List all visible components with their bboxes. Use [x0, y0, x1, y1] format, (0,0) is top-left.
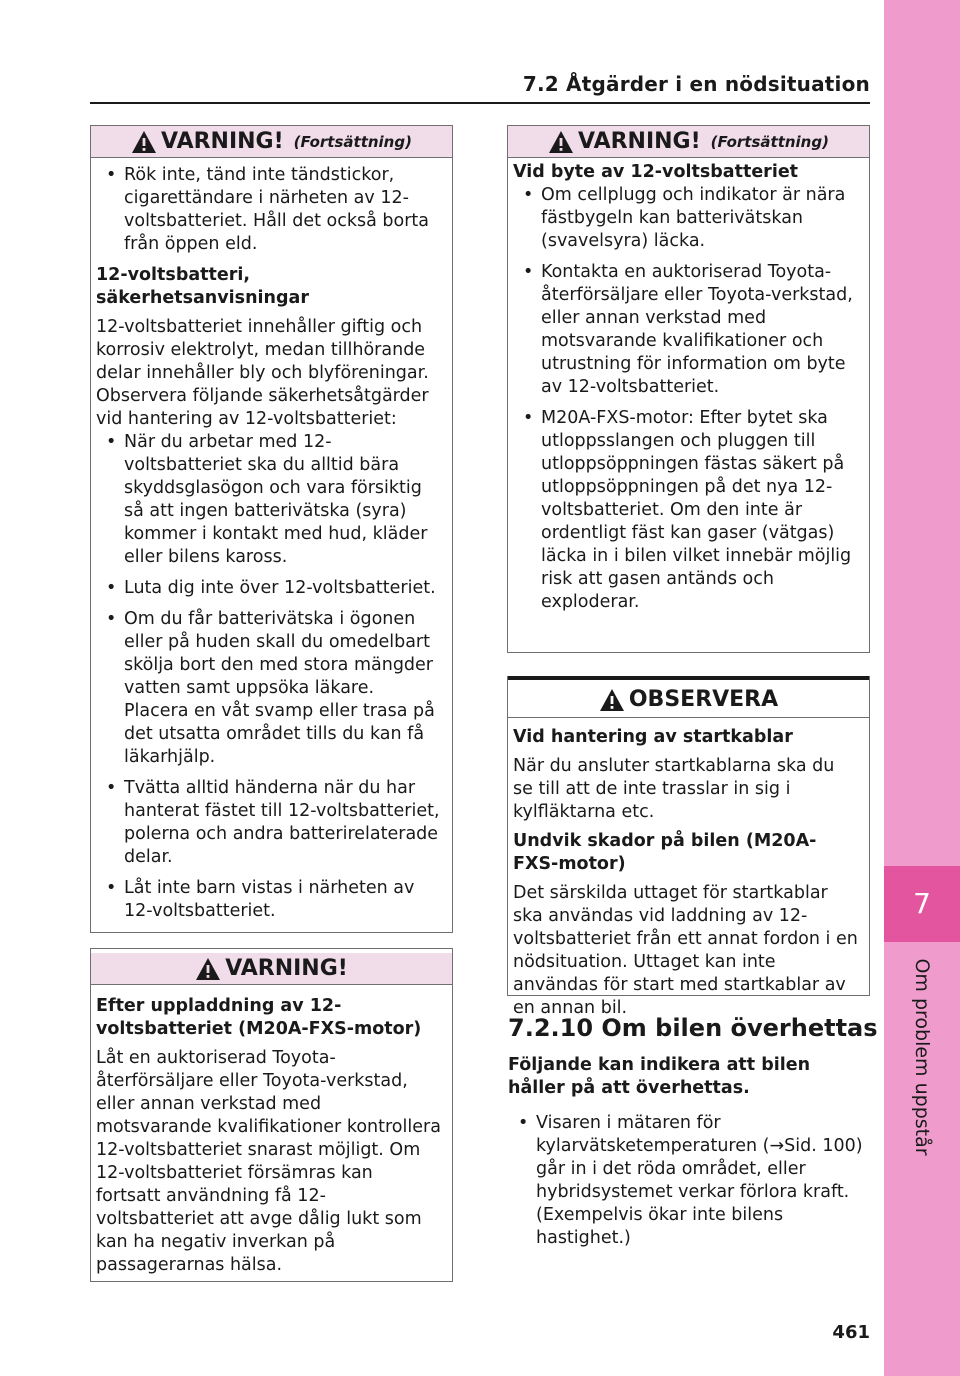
warning-box-body	[508, 158, 869, 632]
warning-heading: VARNING!	[161, 129, 284, 154]
notice-top-rule	[508, 676, 869, 680]
bullet-list	[513, 184, 859, 614]
box-subtitle: 12-voltsbatteri, säkerhetsanvisningar	[96, 265, 309, 308]
warning-heading: VARNING!	[225, 956, 348, 981]
warning-box-continued-left	[90, 125, 453, 933]
list-item: • Om du får batterivätska i ögonen eller på huden skall du omedelbart skölja bort den med stora mängder vatten samt uppsöka läkare. Placera en våt svamp eller trasa på det utsatta området tills du kan få läkarhjälp.	[96, 608, 442, 769]
chapter-side-tab	[884, 0, 960, 1376]
chapter-title: Om problem uppstår	[911, 958, 933, 1156]
notice-box-header	[508, 682, 869, 718]
warning-box-header	[508, 126, 869, 158]
box-paragraph: Det särskilda uttaget för startkablar ska användas vid laddning av 12-voltsbatteriet från ett annat fordon i en nödsituation. Uttaget kan inte användas för start med startkablar av en annan bil.	[513, 883, 858, 1018]
list-item: • Kontakta en auktoriserad Toyota-återförsäljare eller Toyota-verkstad, eller annan verkstad med motsvarande kvalifikationer och utrustning för information om byte av 12-voltsbatteriet.	[513, 261, 859, 399]
warning-box-continued-right	[507, 125, 870, 653]
list-item: • Låt inte barn vistas i närheten av 12-voltsbatteriet.	[96, 877, 442, 923]
warning-box-header	[91, 953, 452, 985]
list-item: • Luta dig inte över 12-voltsbatteriet.	[96, 577, 442, 600]
warning-heading: VARNING!	[578, 129, 701, 154]
warning-box-body	[91, 158, 452, 941]
warning-triangle-icon	[195, 957, 221, 981]
section-bullet-list	[508, 1112, 868, 1258]
warning-box-body	[91, 985, 452, 1293]
notice-box-body	[508, 718, 869, 1036]
box-subtitle: Vid byte av 12-voltsbatteriet	[513, 162, 799, 182]
box-paragraph: När du ansluter startkablarna ska du se till att de inte trasslar in sig i kylfläktarna etc.	[513, 756, 835, 822]
bullet-list	[96, 164, 442, 256]
box-paragraph: Låt en auktoriserad Toyota-återförsäljare eller Toyota-verkstad, eller annan verkstad med motsvarande kvalifikationer kontrollera 12-voltsbatteriet snarast möjligt. Om 12-voltsbatteriet försämras kan fortsatt användning få 12-voltsbatteriet att avge dålig lukt som kan ha negativ inverkan på passagerarnas hälsa.	[96, 1048, 441, 1275]
list-item: • Visaren i mätaren för kylarvätsketemperaturen (→Sid. 100) går in i det röda området, eller hybridsystemet verkar förlora kraft. (Exempelvis ökar inte bilens hastighet.)	[508, 1112, 868, 1250]
warning-subheading: (Fortsättning)	[710, 132, 829, 151]
box-subtitle: Vid hantering av startkablar	[513, 727, 793, 747]
warning-box-header	[91, 126, 452, 158]
bullet-list	[96, 431, 442, 923]
warning-subheading: (Fortsättning)	[293, 132, 412, 151]
list-item: • Om cellplugg och indikator är nära fästbygeln kan batterivätskan (svavelsyra) läcka.	[513, 184, 859, 253]
box-paragraph: 12-voltsbatteriet innehåller giftig och korrosiv elektrolyt, medan tillhörande delar innehåller bly och blyföreningar. Observera följande säkerhetsåtgärder vid hantering av 12-voltsbatteriet:	[96, 317, 429, 429]
bullet-list	[508, 1112, 868, 1250]
header-divider	[90, 102, 870, 104]
list-item: • Tvätta alltid händerna när du har hanterat fästet till 12-voltsbatteriet, polerna och andra batterirelaterade delar.	[96, 777, 442, 869]
warning-triangle-icon	[131, 130, 157, 154]
box-subtitle: Undvik skador på bilen (M20A-FXS-motor)	[513, 831, 817, 874]
list-item: • När du arbetar med 12-voltsbatteriet ska du alltid bära skyddsglasögon och vara försiktig så att ingen batterivätska (syra) kommer i kontakt med hud, kläder eller bilens kaross.	[96, 431, 442, 569]
notice-heading: OBSERVERA	[628, 687, 779, 712]
section-title: 7.2.10 Om bilen överhettas	[508, 1014, 878, 1042]
box-subtitle: Efter uppladdning av 12-voltsbatteriet (M20A-FXS-motor)	[96, 996, 422, 1039]
chapter-number: 7	[884, 866, 960, 942]
warning-box-left	[90, 948, 453, 1282]
warning-triangle-icon	[548, 130, 574, 154]
section-intro: Följande kan indikera att bilen håller på att överhettas.	[508, 1055, 811, 1098]
notice-box	[507, 676, 870, 1018]
list-item: • Rök inte, tänd inte tändstickor, cigarettändare i närheten av 12-voltsbatteriet. Håll det också borta från öppen eld.	[96, 164, 442, 256]
section-header-title: 7.2 Åtgärder i en nödsituation	[522, 72, 870, 96]
page-number: 461	[832, 1322, 870, 1343]
warning-triangle-icon	[599, 688, 625, 712]
list-item: • M20A-FXS-motor: Efter bytet ska utloppsslangen och pluggen till utloppsöppningen fästas säkert på utloppsöppningen på det nya 12-voltsbatteriet. Om den inte är ordentligt fäst kan gaser (vätgas) läcka in i bilen vilket innebär möjlig risk att gasen antänds och exploderar.	[513, 407, 859, 614]
